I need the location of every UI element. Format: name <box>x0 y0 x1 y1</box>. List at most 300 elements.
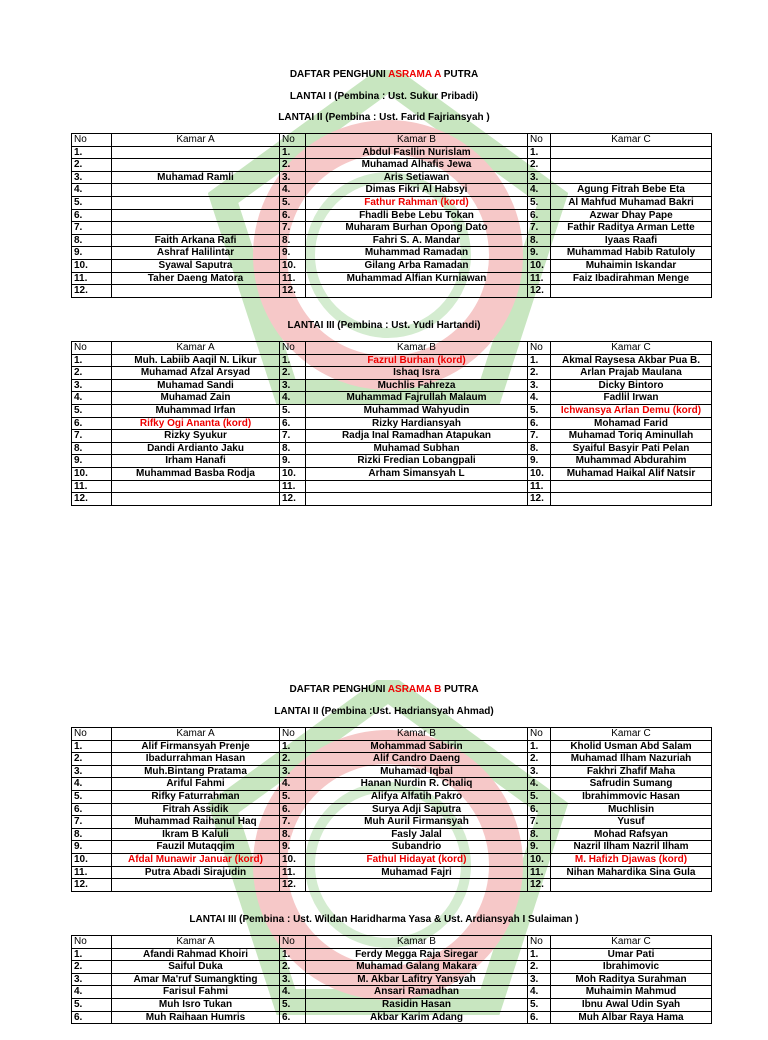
resident-name-kamar-a <box>112 196 280 209</box>
table-row <box>72 841 712 854</box>
row-number: 5. <box>280 196 306 209</box>
resident-name-kamar-b: Subandrio <box>306 841 528 854</box>
resident-name-kamar-c <box>551 493 712 506</box>
row-number: 4. <box>72 392 112 405</box>
row-number: 5. <box>280 790 306 803</box>
column-header: No <box>280 728 306 741</box>
resident-name-kamar-b: Muhamad Fajri <box>306 866 528 879</box>
resident-name-kamar-b: Radja Inal Ramadhan Atapukan <box>306 430 528 443</box>
row-number: 2. <box>72 367 112 380</box>
row-number: 11. <box>528 272 551 285</box>
row-number: 9. <box>72 841 112 854</box>
row-number: 1. <box>528 354 551 367</box>
table-row <box>72 404 712 417</box>
table-row <box>72 442 712 455</box>
row-number: 12. <box>280 493 306 506</box>
resident-name-kamar-a <box>112 209 280 222</box>
table-row <box>72 184 712 197</box>
row-number: 6. <box>72 1011 112 1024</box>
resident-name-kamar-c: Mohad Rafsyan <box>551 828 712 841</box>
resident-name-kamar-b: Ansari Ramadhan <box>306 986 528 999</box>
section-title: DAFTAR PENGHUNI ASRAMA B PUTRA <box>289 684 479 695</box>
table-row <box>72 417 712 430</box>
table-row <box>72 753 712 766</box>
column-header: No <box>280 134 306 147</box>
resident-name-kamar-b: Muhammad Wahyudin <box>306 404 528 417</box>
row-number: 4. <box>280 392 306 405</box>
row-number: 8. <box>72 442 112 455</box>
resident-name-kamar-c: Muhammad Abdurahim <box>551 455 712 468</box>
resident-name-kamar-a: Faith Arkana Rafi <box>112 234 280 247</box>
resident-name-kamar-a: Muh.Bintang Pratama <box>112 765 280 778</box>
table-row <box>72 765 712 778</box>
resident-name-kamar-c: Ibrahimovic <box>551 961 712 974</box>
column-header: No <box>72 728 112 741</box>
resident-name-kamar-c: Muhaimin Iskandar <box>551 259 712 272</box>
row-number: 5. <box>72 790 112 803</box>
row-number: 2. <box>280 159 306 172</box>
resident-name-kamar-c <box>551 480 712 493</box>
row-number: 12. <box>72 285 112 298</box>
resident-name-kamar-a: Afdal Munawir Januar (kord) <box>112 853 280 866</box>
row-number: 1. <box>280 740 306 753</box>
row-number: 10. <box>280 259 306 272</box>
resident-name-kamar-a: Muh. Labiib Aaqil N. Likur <box>112 354 280 367</box>
resident-name-kamar-b: Fathur Rahman (kord) <box>306 196 528 209</box>
resident-name-kamar-c: Yusuf <box>551 816 712 829</box>
row-number: 10. <box>280 853 306 866</box>
resident-name-kamar-c: Muchlisin <box>551 803 712 816</box>
table-row <box>72 866 712 879</box>
table-header-row <box>72 134 712 147</box>
resident-name-kamar-b: Muhammad Fajrullah Malaum <box>306 392 528 405</box>
row-number: 5. <box>528 404 551 417</box>
resident-name-kamar-a: Muhamad Ramli <box>112 171 280 184</box>
column-header: No <box>528 936 551 949</box>
resident-name-kamar-a <box>112 159 280 172</box>
row-number: 8. <box>528 442 551 455</box>
row-number: 11. <box>72 866 112 879</box>
row-number: 6. <box>528 803 551 816</box>
column-header: Kamar C <box>551 936 712 949</box>
row-number: 1. <box>280 948 306 961</box>
row-number: 1. <box>528 948 551 961</box>
column-header: Kamar C <box>551 728 712 741</box>
table-row <box>72 354 712 367</box>
row-number: 1. <box>72 146 112 159</box>
row-number: 1. <box>528 740 551 753</box>
resident-name-kamar-c: Iyaas Raafi <box>551 234 712 247</box>
row-number: 6. <box>528 417 551 430</box>
resident-name-kamar-b: Fathul Hidayat (kord) <box>306 853 528 866</box>
table-row <box>72 272 712 285</box>
row-number: 9. <box>528 455 551 468</box>
table-row <box>72 285 712 298</box>
resident-name-kamar-b: Akbar Karim Adang <box>306 1011 528 1024</box>
resident-name-kamar-a: Fitrah Assidik <box>112 803 280 816</box>
resident-name-kamar-a <box>112 879 280 892</box>
row-number: 8. <box>72 234 112 247</box>
resident-name-kamar-c: M. Hafizh Djawas (kord) <box>551 853 712 866</box>
row-number: 5. <box>280 998 306 1011</box>
resident-name-kamar-c: Muhammad Habib Ratuloly <box>551 247 712 260</box>
resident-name-kamar-b: Fazrul Burhan (kord) <box>306 354 528 367</box>
row-number: 1. <box>280 354 306 367</box>
table-row <box>72 790 712 803</box>
resident-name-kamar-c: Muhamad Haikal Alif Natsir <box>551 467 712 480</box>
column-header: Kamar B <box>306 342 528 355</box>
row-number: 6. <box>528 1011 551 1024</box>
resident-name-kamar-c: Fathir Raditya Arman Lette <box>551 222 712 235</box>
resident-name-kamar-c <box>551 171 712 184</box>
row-number: 5. <box>528 998 551 1011</box>
resident-name-kamar-c: Mohamad Farid <box>551 417 712 430</box>
row-number: 3. <box>280 379 306 392</box>
table-row <box>72 196 712 209</box>
resident-name-kamar-c: Muh Albar Raya Hama <box>551 1011 712 1024</box>
resident-name-kamar-c <box>551 146 712 159</box>
resident-name-kamar-b: Muhamad Galang Makara <box>306 961 528 974</box>
resident-name-kamar-b: Ferdy Megga Raja Siregar <box>306 948 528 961</box>
row-number: 2. <box>72 753 112 766</box>
resident-name-kamar-a: Alif Firmansyah Prenje <box>112 740 280 753</box>
resident-name-kamar-b: Gilang Arba Ramadan <box>306 259 528 272</box>
resident-name-kamar-c: Ichwansya Arlan Demu (kord) <box>551 404 712 417</box>
row-number: 2. <box>280 367 306 380</box>
row-number: 7. <box>72 430 112 443</box>
floor-label: LANTAI I (Pembina : Ust. Sukur Pribadi) <box>289 91 479 102</box>
column-header: Kamar B <box>306 936 528 949</box>
resident-name-kamar-a: Fauzil Mutaqqim <box>112 841 280 854</box>
row-number: 4. <box>72 986 112 999</box>
resident-name-kamar-b: Alifya Alfatih Pakro <box>306 790 528 803</box>
resident-name-kamar-c <box>551 879 712 892</box>
row-number: 9. <box>72 247 112 260</box>
table-row <box>72 159 712 172</box>
resident-name-kamar-c: Muhamad Toriq Aminullah <box>551 430 712 443</box>
row-number: 11. <box>280 866 306 879</box>
row-number: 10. <box>528 853 551 866</box>
row-number: 8. <box>280 234 306 247</box>
resident-name-kamar-c: Umar Pati <box>551 948 712 961</box>
row-number: 3. <box>528 973 551 986</box>
resident-name-kamar-a: Ibadurrahman Hasan <box>112 753 280 766</box>
resident-name-kamar-a: Ikram B Kaluli <box>112 828 280 841</box>
row-number: 1. <box>72 354 112 367</box>
table-row <box>72 879 712 892</box>
column-header: No <box>72 342 112 355</box>
resident-name-kamar-c: Arlan Prajab Maulana <box>551 367 712 380</box>
resident-name-kamar-c: Fadlil Irwan <box>551 392 712 405</box>
table-row <box>72 986 712 999</box>
row-number: 6. <box>280 1011 306 1024</box>
row-number: 11. <box>72 272 112 285</box>
resident-name-kamar-a: Rifky Faturrahman <box>112 790 280 803</box>
row-number: 3. <box>280 765 306 778</box>
floor-label: LANTAI III (Pembina : Ust. Yudi Hartandi) <box>287 320 481 331</box>
row-number: 11. <box>528 866 551 879</box>
resident-name-kamar-a: Afandi Rahmad Khoiri <box>112 948 280 961</box>
table-row <box>72 146 712 159</box>
resident-name-kamar-b: Muh Auril Firmansyah <box>306 816 528 829</box>
row-number: 4. <box>72 184 112 197</box>
row-number: 12. <box>528 879 551 892</box>
resident-name-kamar-c: Nihan Mahardika Sina Gula <box>551 866 712 879</box>
row-number: 4. <box>280 986 306 999</box>
resident-name-kamar-c: Kholid Usman Abd Salam <box>551 740 712 753</box>
resident-name-kamar-a: Muhamad Zain <box>112 392 280 405</box>
row-number: 3. <box>72 171 112 184</box>
resident-name-kamar-b: Mohammad Sabirin <box>306 740 528 753</box>
row-number: 6. <box>280 209 306 222</box>
row-number: 10. <box>72 853 112 866</box>
table-row <box>72 171 712 184</box>
row-number: 3. <box>280 171 306 184</box>
column-header: No <box>72 134 112 147</box>
resident-name-kamar-b: Fasly Jalal <box>306 828 528 841</box>
resident-name-kamar-a: Muhammad Raihanul Haq <box>112 816 280 829</box>
table-row <box>72 234 712 247</box>
column-header: No <box>528 342 551 355</box>
resident-name-kamar-c: Fakhri Zhafif Maha <box>551 765 712 778</box>
row-number: 6. <box>528 209 551 222</box>
floor-label: LANTAI III (Pembina : Ust. Wildan Haridharma Yasa & Ust. Ardiansyah I Sulaiman ) <box>189 914 579 925</box>
row-number: 8. <box>528 234 551 247</box>
resident-name-kamar-b: Rizky Hardiansyah <box>306 417 528 430</box>
resident-name-kamar-a <box>112 493 280 506</box>
row-number: 8. <box>72 828 112 841</box>
section-title: DAFTAR PENGHUNI ASRAMA A PUTRA <box>289 69 479 80</box>
resident-name-kamar-b: Fhadli Bebe Lebu Tokan <box>306 209 528 222</box>
table-row <box>72 430 712 443</box>
row-number: 5. <box>72 196 112 209</box>
row-number: 3. <box>528 171 551 184</box>
row-number: 2. <box>72 961 112 974</box>
resident-name-kamar-b: Rizki Fredian Lobangpali <box>306 455 528 468</box>
row-number: 3. <box>280 973 306 986</box>
row-number: 12. <box>280 285 306 298</box>
table-row <box>72 467 712 480</box>
row-number: 3. <box>528 379 551 392</box>
column-header: No <box>280 342 306 355</box>
row-number: 9. <box>280 841 306 854</box>
row-number: 4. <box>72 778 112 791</box>
table-row <box>72 948 712 961</box>
column-header: No <box>280 936 306 949</box>
table-row <box>72 961 712 974</box>
resident-name-kamar-a: Irham Hanafi <box>112 455 280 468</box>
resident-name-kamar-a: Amar Ma'ruf Sumangkting <box>112 973 280 986</box>
resident-name-kamar-b: Ishaq Isra <box>306 367 528 380</box>
row-number: 1. <box>528 146 551 159</box>
resident-name-kamar-a: Muh Isro Tukan <box>112 998 280 1011</box>
resident-name-kamar-c: Al Mahfud Muhamad Bakri <box>551 196 712 209</box>
row-number: 7. <box>72 222 112 235</box>
resident-name-kamar-a: Rizky Syukur <box>112 430 280 443</box>
row-number: 10. <box>528 467 551 480</box>
row-number: 1. <box>280 146 306 159</box>
resident-name-kamar-c: Dicky Bintoro <box>551 379 712 392</box>
resident-name-kamar-b <box>306 480 528 493</box>
resident-name-kamar-c: Syaiful Basyir Pati Pelan <box>551 442 712 455</box>
resident-name-kamar-b: Muhammad Ramadan <box>306 247 528 260</box>
column-header: Kamar A <box>112 936 280 949</box>
column-header: Kamar C <box>551 342 712 355</box>
row-number: 12. <box>528 285 551 298</box>
table-row <box>72 803 712 816</box>
column-header: No <box>528 728 551 741</box>
column-header: Kamar A <box>112 134 280 147</box>
resident-name-kamar-a <box>112 285 280 298</box>
table-row <box>72 222 712 235</box>
resident-name-kamar-a <box>112 222 280 235</box>
row-number: 12. <box>280 879 306 892</box>
resident-name-kamar-a: Putra Abadi Sirajudin <box>112 866 280 879</box>
row-number: 10. <box>528 259 551 272</box>
row-number: 2. <box>528 753 551 766</box>
room-table <box>71 133 712 298</box>
row-number: 5. <box>280 404 306 417</box>
resident-name-kamar-b <box>306 285 528 298</box>
resident-name-kamar-b: Rasidin Hasan <box>306 998 528 1011</box>
floor-label: LANTAI II (Pembina : Ust. Farid Fajriansyah ) <box>278 112 490 123</box>
resident-name-kamar-c: Nazril Ilham Nazril Ilham <box>551 841 712 854</box>
column-header: Kamar A <box>112 342 280 355</box>
row-number: 12. <box>72 879 112 892</box>
row-number: 7. <box>280 430 306 443</box>
resident-name-kamar-b: Muhamad Alhafis Jewa <box>306 159 528 172</box>
row-number: 9. <box>72 455 112 468</box>
row-number: 2. <box>528 367 551 380</box>
room-table <box>71 935 712 1024</box>
table-header-row <box>72 728 712 741</box>
table-row <box>72 247 712 260</box>
row-number: 12. <box>72 493 112 506</box>
row-number: 9. <box>280 455 306 468</box>
resident-name-kamar-a <box>112 146 280 159</box>
resident-name-kamar-a: Muhamad Sandi <box>112 379 280 392</box>
resident-name-kamar-a: Dandi Ardianto Jaku <box>112 442 280 455</box>
resident-name-kamar-a: Muhammad Basba Rodja <box>112 467 280 480</box>
row-number: 9. <box>528 247 551 260</box>
row-number: 6. <box>280 803 306 816</box>
row-number: 4. <box>280 778 306 791</box>
row-number: 5. <box>528 196 551 209</box>
table-header-row <box>72 936 712 949</box>
row-number: 10. <box>280 467 306 480</box>
resident-name-kamar-a: Muh Raihaan Humris <box>112 1011 280 1024</box>
row-number: 7. <box>528 222 551 235</box>
table-header-row <box>72 342 712 355</box>
resident-name-kamar-a: Saiful Duka <box>112 961 280 974</box>
column-header: Kamar C <box>551 134 712 147</box>
row-number: 6. <box>280 417 306 430</box>
row-number: 12. <box>528 493 551 506</box>
table-row <box>72 1011 712 1024</box>
resident-name-kamar-b: Alif Candro Daeng <box>306 753 528 766</box>
resident-name-kamar-c: Azwar Dhay Pape <box>551 209 712 222</box>
row-number: 4. <box>528 392 551 405</box>
table-row <box>72 367 712 380</box>
resident-name-kamar-a <box>112 480 280 493</box>
row-number: 6. <box>72 417 112 430</box>
resident-name-kamar-b: Abdul Fasllin Nurislam <box>306 146 528 159</box>
row-number: 3. <box>72 973 112 986</box>
table-row <box>72 392 712 405</box>
row-number: 9. <box>528 841 551 854</box>
row-number: 2. <box>528 961 551 974</box>
resident-name-kamar-b: Muharam Burhan Opong Dato <box>306 222 528 235</box>
room-table <box>71 727 712 892</box>
resident-name-kamar-b <box>306 879 528 892</box>
resident-name-kamar-b: Fahri S. A. Mandar <box>306 234 528 247</box>
table-row <box>72 379 712 392</box>
resident-name-kamar-b: Hanan Nurdin R. Chaliq <box>306 778 528 791</box>
floor-label: LANTAI II (Pembina :Ust. Hadriansyah Ahmad) <box>274 706 494 717</box>
resident-name-kamar-a: Farisul Fahmi <box>112 986 280 999</box>
row-number: 4. <box>528 778 551 791</box>
resident-name-kamar-b: Dimas Fikri Al Habsyi <box>306 184 528 197</box>
resident-name-kamar-c: Ibnu Awal Udin Syah <box>551 998 712 1011</box>
resident-name-kamar-b: Muhammad Alfian Kurniawan <box>306 272 528 285</box>
row-number: 3. <box>72 765 112 778</box>
row-number: 8. <box>280 828 306 841</box>
resident-name-kamar-a: Muhammad Irfan <box>112 404 280 417</box>
resident-name-kamar-a: Ashraf Halilintar <box>112 247 280 260</box>
resident-name-kamar-b: Arham Simansyah L <box>306 467 528 480</box>
row-number: 11. <box>72 480 112 493</box>
row-number: 7. <box>280 222 306 235</box>
row-number: 7. <box>528 430 551 443</box>
resident-name-kamar-a: Rifky Ogi Ananta (kord) <box>112 417 280 430</box>
row-number: 1. <box>72 740 112 753</box>
resident-name-kamar-c: Agung Fitrah Bebe Eta <box>551 184 712 197</box>
table-row <box>72 973 712 986</box>
column-header: Kamar B <box>306 728 528 741</box>
row-number: 2. <box>280 753 306 766</box>
row-number: 11. <box>280 272 306 285</box>
row-number: 6. <box>72 209 112 222</box>
resident-name-kamar-c: Muhamad Ilham Nazuriah <box>551 753 712 766</box>
table-row <box>72 455 712 468</box>
row-number: 11. <box>528 480 551 493</box>
resident-name-kamar-c: Moh Raditya Surahman <box>551 973 712 986</box>
table-row <box>72 480 712 493</box>
row-number: 4. <box>280 184 306 197</box>
table-row <box>72 778 712 791</box>
row-number: 10. <box>72 467 112 480</box>
room-table <box>71 341 712 506</box>
resident-name-kamar-c <box>551 159 712 172</box>
resident-name-kamar-a: Ariful Fahmi <box>112 778 280 791</box>
row-number: 5. <box>72 998 112 1011</box>
resident-name-kamar-a: Taher Daeng Matora <box>112 272 280 285</box>
row-number: 9. <box>280 247 306 260</box>
column-header: No <box>72 936 112 949</box>
table-row <box>72 259 712 272</box>
row-number: 8. <box>280 442 306 455</box>
row-number: 7. <box>528 816 551 829</box>
table-row <box>72 209 712 222</box>
resident-name-kamar-b: M. Akbar Lafitry Yansyah <box>306 973 528 986</box>
row-number: 5. <box>528 790 551 803</box>
resident-name-kamar-b: Aris Setiawan <box>306 171 528 184</box>
table-row <box>72 828 712 841</box>
table-row <box>72 493 712 506</box>
column-header: Kamar A <box>112 728 280 741</box>
resident-name-kamar-b: Muhamad Iqbal <box>306 765 528 778</box>
resident-name-kamar-c <box>551 285 712 298</box>
